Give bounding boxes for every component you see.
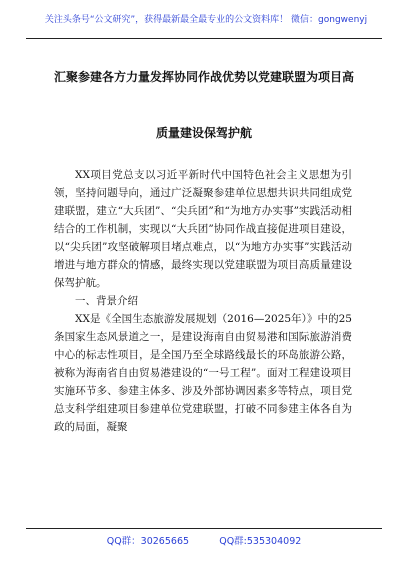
header-promo-text: 关注头条号“公文研究”，获得最新最全最专业的公文资料库！ 微信：gongwenyj [44, 15, 368, 25]
section-paragraph: XX是《全国生态旅游发展规划（2016—2025年）》中的25条国家生态风景道之一，是建设海南自由贸易港和国际旅游消费中心的标志性项目，是全国乃至全球路线最长的环岛旅游公路，被称为海南省自由贸易港建设的“一号工程”。面对工程建设项目实施环节多、参建主体多、涉及外部协调因素多等特点，项目党总支科学组建项目参建单位党建联盟，打破不同参建主体各自为政的局面，凝聚 [54, 313, 352, 433]
header-divider [26, 38, 382, 39]
document-body [54, 166, 352, 436]
footer-qq-groups: QQ群：30265665 QQ群:535304092 [106, 536, 302, 547]
document-title-line-1: 汇聚参建各方力量发挥协同作战优势以党建联盟为项目高 [53, 70, 354, 84]
document-title-line-2: 质量建设保驾护航 [155, 126, 252, 140]
section-heading: 一、背景介绍 [75, 295, 138, 307]
footer-divider [26, 528, 382, 529]
intro-paragraph: XX项目党总支以习近平新时代中国特色社会主义思想为引领，坚持问题导向，通过广泛凝聚参建单位思想共识共同组成党建联盟，建立“大兵团”、“尖兵团”和“为地方办实事”实践活动相结合的工作机制，实现以“大兵团”协同作战直接促进项目建设，以“尖兵团”攻坚破解项目堵点难点，以“为地方办实事”实践活动增进与地方群众的情感，最终实现以党建联盟为项目高质量建设保驾护航。 [54, 169, 352, 289]
